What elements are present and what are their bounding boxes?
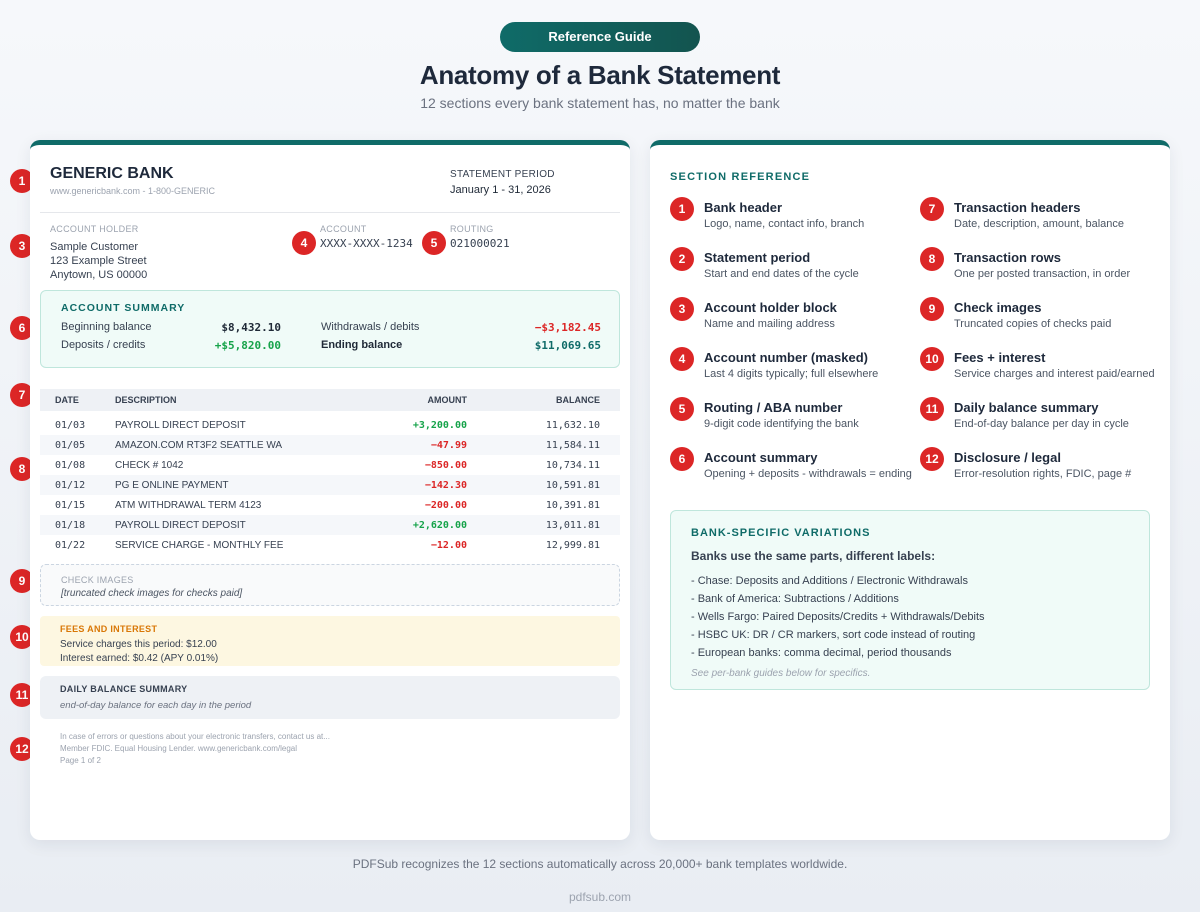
bank-variations-subtitle: Banks use the same parts, different labels:	[691, 549, 936, 563]
reference-guide-pill: Reference Guide	[500, 22, 700, 52]
holder-name: Sample Customer	[50, 241, 139, 253]
reference-badge-11: 11	[920, 397, 944, 421]
reference-item-desc: Name and mailing address	[704, 318, 835, 330]
tx-balance: 11,632.10	[545, 420, 600, 431]
reference-item-desc: Error-resolution rights, FDIC, page #	[954, 468, 1132, 480]
tx-balance: 13,011.81	[545, 520, 600, 531]
deposits-label: Deposits / credits	[61, 339, 146, 351]
deposits-value: +$5,820.00	[214, 339, 281, 352]
tx-amount: −142.30	[424, 480, 467, 491]
section-reference-title: SECTION REFERENCE	[670, 171, 811, 183]
reference-badge-4: 4	[670, 347, 694, 371]
variation-item: - Wells Fargo: Paired Deposits/Credits + Withdrawals/Debits	[691, 611, 985, 623]
page-title: Anatomy of a Bank Statement	[419, 60, 781, 90]
badge-3: 3	[10, 234, 34, 258]
variation-item: - HSBC UK: DR / CR markers, sort code instead of routing	[691, 629, 976, 641]
holder-street: 123 Example Street	[50, 255, 147, 267]
tx-description: ATM WITHDRAWAL TERM 4123	[115, 500, 262, 511]
fees-interest-box	[40, 616, 620, 666]
reference-item-title: Daily balance summary	[954, 400, 1099, 415]
account-label: ACCOUNT	[320, 224, 367, 234]
account-summary-box	[40, 290, 620, 368]
tx-amount: +3,200.00	[412, 420, 467, 431]
tx-description: PG E ONLINE PAYMENT	[115, 480, 229, 491]
transaction-row	[40, 475, 620, 495]
badge-5: 5	[422, 231, 446, 255]
reference-item-desc: Service charges and interest paid/earned	[954, 368, 1155, 380]
reference-item-title: Statement period	[704, 250, 811, 265]
ending-balance-value: $11,069.65	[534, 339, 601, 352]
tx-date: 01/12	[55, 480, 86, 491]
transaction-row	[40, 495, 620, 515]
account-number: XXXX-XXXX-1234	[320, 237, 413, 250]
reference-item-desc: Last 4 digits typically; full elsewhere	[704, 368, 879, 380]
reference-item-desc: Opening + deposits - withdrawals = ending	[704, 468, 912, 480]
footer-text: PDFSub recognizes the 12 sections automatically across 20,000+ bank templates worldwide.	[352, 857, 848, 871]
tx-description: AMAZON.COM RT3F2 SEATTLE WA	[115, 440, 283, 451]
badge-11: 11	[10, 683, 34, 707]
tx-date: 01/03	[55, 420, 86, 431]
disclosure-line: Member FDIC. Equal Housing Lender. www.genericbank.com/legal	[60, 744, 298, 753]
disclosure-line: Page 1 of 2	[60, 756, 101, 765]
account-holder-block	[50, 240, 147, 282]
disclosure-line: In case of errors or questions about your electronic transfers, contact us at...	[60, 732, 330, 741]
tx-amount: −12.00	[430, 540, 467, 551]
tx-balance: 10,391.81	[545, 500, 600, 511]
withdrawals-value: −$3,182.45	[534, 321, 601, 334]
tx-balance: 12,999.81	[545, 540, 600, 551]
routing-number: 021000021	[450, 237, 510, 250]
beginning-balance-value: $8,432.10	[221, 321, 281, 334]
badge-6: 6	[10, 316, 34, 340]
bank-name: GENERIC BANK	[50, 165, 174, 182]
reference-badge-12: 12	[920, 447, 944, 471]
reference-item-desc: Start and end dates of the cycle	[704, 268, 859, 280]
tx-amount: −850.00	[424, 460, 467, 471]
reference-badge-7: 7	[920, 197, 944, 221]
fees-title: FEES AND INTEREST	[60, 624, 158, 634]
tx-header-amount: AMOUNT	[427, 395, 467, 405]
tx-description: PAYROLL DIRECT DEPOSIT	[115, 520, 246, 531]
tx-amount: −200.00	[424, 500, 467, 511]
tx-amount: +2,620.00	[412, 520, 467, 531]
reference-badge-6: 6	[670, 447, 694, 471]
reference-item-title: Fees + interest	[954, 350, 1046, 365]
reference-item-title: Bank header	[704, 200, 783, 215]
tx-balance: 10,591.81	[545, 480, 600, 491]
badge-1: 1	[10, 169, 34, 193]
reference-badge-2: 2	[670, 247, 694, 271]
transaction-headers	[40, 389, 620, 411]
reference-badge-9: 9	[920, 297, 944, 321]
badge-9: 9	[10, 569, 34, 593]
reference-item-title: Account holder block	[704, 300, 837, 315]
tx-header-balance: BALANCE	[556, 395, 600, 405]
badge-4: 4	[292, 231, 316, 255]
badge-10: 10	[10, 625, 34, 649]
tx-date: 01/18	[55, 520, 86, 531]
statement-period-value: January 1 - 31, 2026	[450, 184, 551, 196]
sample-statement-card	[30, 140, 630, 840]
fees-service-charges: Service charges this period: $12.00	[60, 639, 217, 650]
header-divider	[40, 212, 620, 213]
bank-contact: www.genericbank.com - 1-800-GENERIC	[50, 186, 216, 196]
variation-item: - Bank of America: Subtractions / Additions	[691, 593, 899, 605]
beginning-balance-label: Beginning balance	[61, 321, 152, 333]
tx-description: CHECK # 1042	[115, 460, 184, 471]
badge-8: 8	[10, 457, 34, 481]
page-subtitle: 12 sections every bank statement has, no matter the bank	[420, 95, 780, 111]
reference-item-title: Account number (masked)	[704, 350, 868, 365]
account-summary-title: ACCOUNT SUMMARY	[61, 302, 186, 314]
bank-variations-list	[691, 572, 985, 662]
badge-12: 12	[10, 737, 34, 761]
transaction-row	[40, 535, 620, 555]
check-images-note: [truncated check images for checks paid]	[61, 588, 243, 599]
check-images-title: CHECK IMAGES	[61, 575, 134, 585]
tx-header-date: DATE	[55, 395, 79, 405]
tx-date: 01/22	[55, 540, 86, 551]
transaction-row	[40, 515, 620, 535]
footer-url[interactable]: pdfsub.com	[568, 890, 632, 904]
disclosure-block	[60, 731, 330, 767]
daily-balance-note: end-of-day balance for each day in the period	[60, 700, 252, 711]
tx-amount: −47.99	[430, 440, 467, 451]
routing-label: ROUTING	[450, 224, 494, 234]
reference-badge-1: 1	[670, 197, 694, 221]
fees-interest-earned: Interest earned: $0.42 (APY 0.01%)	[60, 653, 219, 664]
ending-balance-label: Ending balance	[321, 339, 403, 351]
transaction-row	[40, 455, 620, 475]
bank-variations-note: See per-bank guides below for specifics.	[691, 668, 871, 679]
reference-item-desc: Truncated copies of checks paid	[954, 318, 1112, 330]
tx-balance: 11,584.11	[545, 440, 600, 451]
daily-balance-box	[40, 676, 620, 719]
variation-item: - European banks: comma decimal, period thousands	[691, 647, 952, 659]
account-holder-label: ACCOUNT HOLDER	[50, 224, 139, 234]
reference-item-desc: One per posted transaction, in order	[954, 268, 1131, 280]
reference-badge-3: 3	[670, 297, 694, 321]
holder-city: Anytown, US 00000	[50, 269, 148, 281]
tx-date: 01/05	[55, 440, 86, 451]
section-reference-card	[650, 140, 1170, 840]
reference-item-desc: End-of-day balance per day in cycle	[954, 418, 1129, 430]
reference-badge-8: 8	[920, 247, 944, 271]
tx-balance: 10,734.11	[545, 460, 600, 471]
daily-balance-title: DAILY BALANCE SUMMARY	[60, 684, 188, 694]
reference-item-title: Transaction rows	[954, 250, 1061, 265]
tx-date: 01/08	[55, 460, 86, 471]
variation-item: - Chase: Deposits and Additions / Electronic Withdrawals	[691, 575, 968, 587]
reference-item-title: Transaction headers	[954, 200, 1081, 215]
check-images-box	[40, 564, 620, 606]
bank-variations-box	[670, 510, 1150, 690]
reference-badge-5: 5	[670, 397, 694, 421]
reference-item-title: Disclosure / legal	[954, 450, 1061, 465]
reference-item-title: Routing / ABA number	[704, 400, 843, 415]
reference-item-desc: Date, description, amount, balance	[954, 218, 1124, 230]
badge-7: 7	[10, 383, 34, 407]
statement-period-label: STATEMENT PERIOD	[450, 169, 555, 180]
transaction-row	[40, 415, 620, 435]
tx-description: PAYROLL DIRECT DEPOSIT	[115, 420, 246, 431]
reference-item-desc: Logo, name, contact info, branch	[704, 218, 865, 230]
reference-badge-10: 10	[920, 347, 944, 371]
transaction-row	[40, 435, 620, 455]
reference-item-desc: 9-digit code identifying the bank	[704, 418, 859, 430]
reference-item-title: Account summary	[704, 450, 818, 465]
tx-header-description: DESCRIPTION	[115, 395, 177, 405]
tx-description: SERVICE CHARGE - MONTHLY FEE	[115, 540, 284, 551]
reference-item-title: Check images	[954, 300, 1042, 315]
tx-date: 01/15	[55, 500, 86, 511]
withdrawals-label: Withdrawals / debits	[321, 321, 420, 333]
bank-variations-title: BANK-SPECIFIC VARIATIONS	[691, 527, 871, 539]
